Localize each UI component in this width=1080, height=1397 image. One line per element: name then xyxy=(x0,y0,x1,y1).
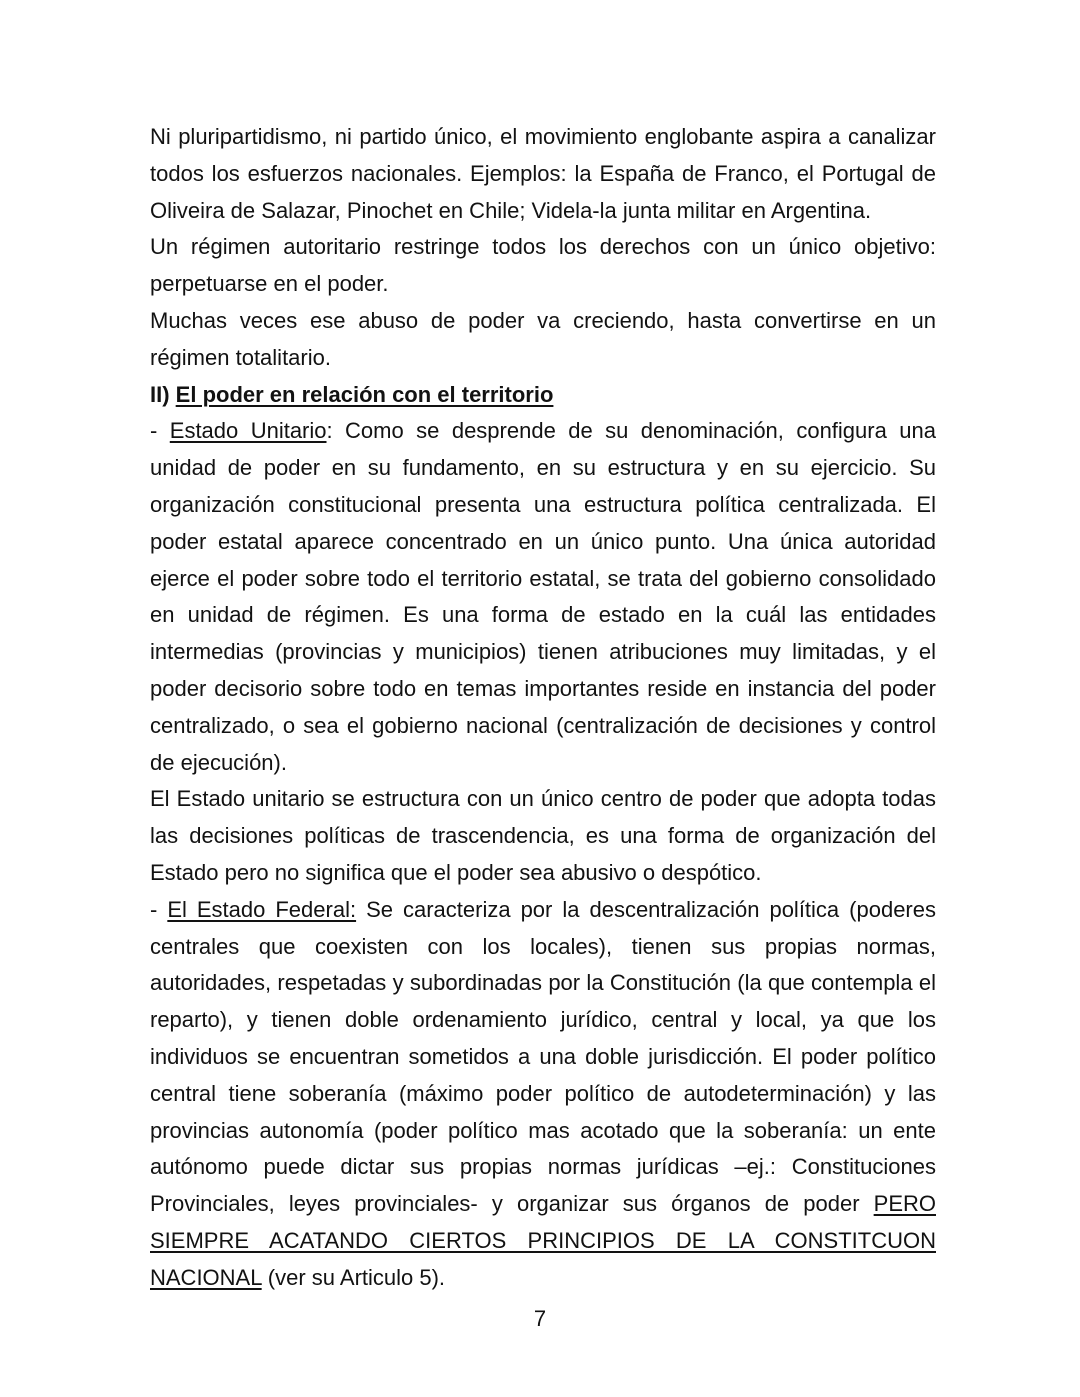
paragraph-estado-unitario xyxy=(150,413,936,781)
text-run: (ver su Articulo 5). xyxy=(261,1264,446,1290)
text-run: II) xyxy=(150,381,176,407)
text-run: : Como se desprende de su denominación, configura una unidad de poder en su fundamento, en su estructura y en su ejercicio. Su organización constitucional presenta una estructura política centralizada. El poder estatal aparece concentrado en un único punto. Una única autoridad ejerce el poder sobre todo el territorio estatal, se trata del gobierno consolidado en unidad de régimen. Es una forma de estado en la cuál las entidades intermedias (provincias y municipios) tienen atribuciones muy limitadas, y el poder decisorio sobre todo en temas importantes reside en instancia del poder centralizado, o sea el gobierno nacional (centralización de decisiones y control de ejecución). xyxy=(150,418,936,775)
text-run: Ni pluripartidismo, ni partido único, el movimiento englobante aspira a canalizar todos los esfuerzos nacionales. Ejemplos: la España de Franco, el Portugal de Oliveira de Salazar, Pinochet en Chile; Videla-la junta militar en Argentina. xyxy=(150,124,936,223)
text-run: Se caracteriza por la descentralización política (poderes centrales que coexisten con los locales), tienen sus propias normas, autoridades, respetadas y subordinadas por la Constitución (la que contempla el reparto), y tienen doble ordenamiento jurídico, central y local, ya que los individuos se encuentran sometidos a una doble jurisdicción. El poder político central tiene soberanía (máximo poder político de autodeterminación) y las provincias autonomía (poder político mas acotado que la soberanía: un ente autónomo puede dictar sus propias normas jurídicas –ej.: Constituciones Provinciales, leyes provinciales- y organizar sus órganos de poder xyxy=(150,896,936,1217)
text-run: El Estado Federal: xyxy=(167,896,357,922)
paragraph-regimen-autoritario xyxy=(150,229,936,303)
text-run: El Estado unitario se estructura con un único centro de poder que adopta todas las decisiones políticas de trascendencia, es una forma de organización del Estado pero no significa que el poder sea abusivo o despótico. xyxy=(150,786,936,885)
page-number: 7 xyxy=(533,1306,547,1331)
document-body xyxy=(150,119,936,1297)
paragraph-estado-federal xyxy=(150,892,936,1297)
text-run: Un régimen autoritario restringe todos los derechos con un único objetivo: perpetuarse en el poder. xyxy=(150,234,936,297)
text-run: - xyxy=(150,896,168,922)
page-footer xyxy=(0,1305,1080,1333)
heading-poder-territorio xyxy=(150,377,936,414)
text-run: PERO SIEMPRE ACATANDO CIERTOS PRINCIPIOS DE LA CONSTITCUON NACIONAL xyxy=(150,1191,936,1290)
text-run: Estado Unitario xyxy=(169,418,327,444)
paragraph-estado-unitario-estructura xyxy=(150,781,936,891)
text-run: - xyxy=(150,418,170,444)
paragraph-abuso-de-poder xyxy=(150,303,936,377)
text-run: El poder en relación con el territorio xyxy=(175,381,554,407)
text-run: Muchas veces ese abuso de poder va creciendo, hasta convertirse en un régimen totalitario. xyxy=(150,307,936,370)
paragraph-movimiento-englobante xyxy=(150,119,936,229)
